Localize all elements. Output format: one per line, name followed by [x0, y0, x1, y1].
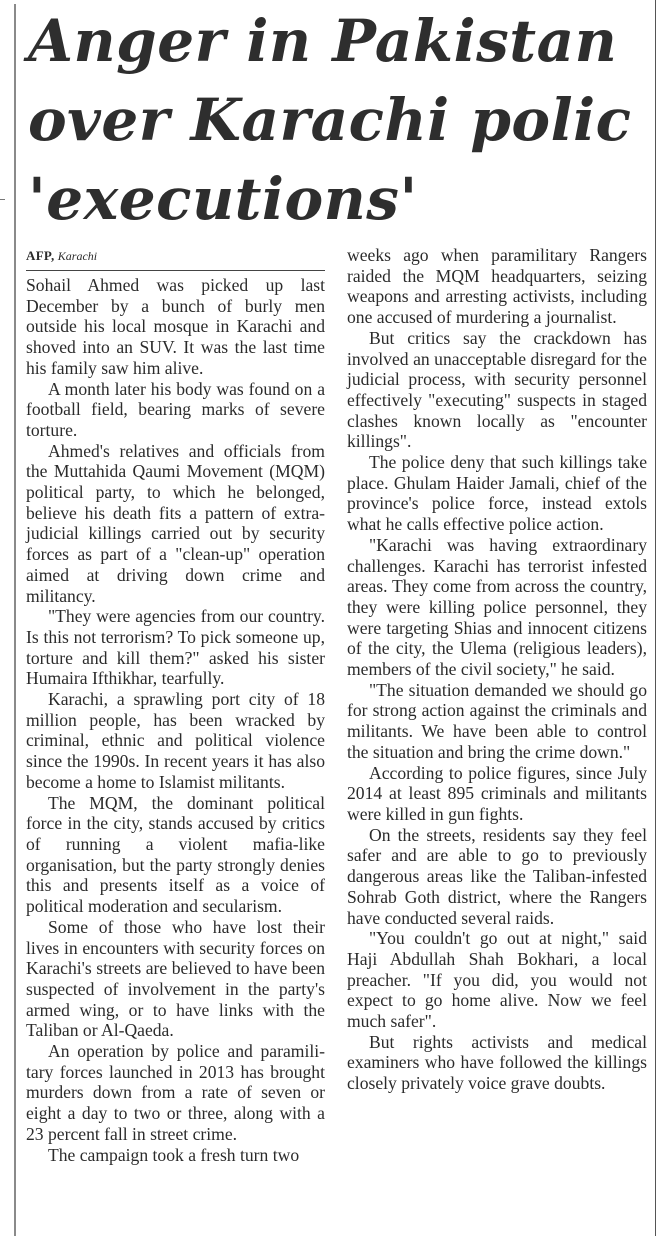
byline-agency: AFP,	[26, 248, 55, 263]
paragraph: Ahmed's relatives and officials from the Muttahida Qaumi Movement (MQM) political party, to which he belonged, believe his death fits a pattern of extra-judicial killings carried out by security forces as part of a "clean-up" operation aimed at driving down crime and militancy.	[26, 440, 325, 606]
paragraph: "The situation demanded we should go for strong action against the criminals and militants. We have been able to control the situation and bring the crime down."	[347, 679, 647, 762]
paragraph: Karachi, a sprawling port city of 18 million people, has been wracked by criminal, ethnic and political violence since the 1990s. In recent years it has also become a home to Islamist militants.	[26, 689, 325, 792]
left-column-rule	[14, 4, 16, 1236]
paragraph: Sohail Ahmed was picked up last December by a bunch of burly men outside his local mosque in Karachi and shoved into an SUV. It was the last time his family saw him alive.	[26, 275, 325, 378]
article-column-right	[347, 245, 647, 1094]
paragraph: A month later his body was found on a football field, bearing marks of severe torture.	[26, 378, 325, 440]
headline-line-1: Anger in Pakistan	[28, 7, 618, 75]
article-headline	[28, 2, 660, 239]
byline-location: Karachi	[57, 249, 98, 263]
paragraph: The MQM, the dominant political force in the city, stands accused by critics of running a violent mafia-like organisation, but the party strongly denies this and presents itself as a voice of political moderation and secularism.	[26, 792, 325, 917]
paragraph: Some of those who have lost their lives in encounters with security forces on Karachi's streets are believed to have been suspected of involvement in the party's armed wing, or to have links with the Taliban or Al-Qaeda.	[26, 916, 325, 1041]
paragraph-continued: weeks ago when paramilitary Rangers raided the MQM headquarters, seizing weapons and arresting activists, including one accused of murdering a journalist.	[347, 245, 647, 328]
headline-line-3: 'executions'	[28, 165, 418, 233]
byline	[26, 246, 325, 271]
margin-tick-mark	[0, 199, 5, 200]
paragraph: According to police figures, since July 2014 at least 895 criminals and militants were killed in gun fights.	[347, 762, 647, 824]
paragraph: But rights activists and medical examiners who have followed the killings closely privately voice grave doubts.	[347, 1031, 647, 1094]
paragraph: But critics say the crackdown has involved an unacceptable disregard for the judicial process, with security personnel effectively "executing" suspects in staged clashes known locally as "encounter killings".	[347, 327, 647, 452]
headline-line-2: over Karachi polic	[28, 86, 632, 154]
paragraph: The campaign took a fresh turn two	[48, 1144, 300, 1165]
paragraph: On the streets, residents say they feel safer and are able to go to previously dangerous areas like the Taliban-infested Sohrab Goth district, where the Rangers have conducted several raids.	[347, 824, 647, 928]
paragraph: "Karachi was having extraordinary challenges. Karachi has terrorist infested areas. They come from across the country, they were killing police personnel, they were targeting Shias and innocent citizens of the city, the Ulema (religious leaders), members of the civil society," he said.	[347, 534, 647, 680]
article-column-left	[26, 246, 325, 1165]
paragraph: "You couldn't go out at night," said Haji Abdullah Shah Bokhari, a local preacher. "If you did, you would not expect to go home alive. Now we feel much safer".	[347, 928, 647, 1032]
paragraph: The police deny that such killings take place. Ghulam Haider Jamali, chief of the province's police force, instead extols what he calls effective police action.	[347, 452, 647, 535]
paragraph: An operation by police and paramilitary forces launched in 2013 has brought murders down from a rate of seven or eight a day to two or three, along with a 23 percent fall in street crime.	[26, 1041, 325, 1144]
paragraph: "They were agencies from our country. Is this not terrorism? To pick someone up, torture and kill them?" asked his sister Humaira Ifthikhar, tearfully.	[26, 606, 325, 689]
